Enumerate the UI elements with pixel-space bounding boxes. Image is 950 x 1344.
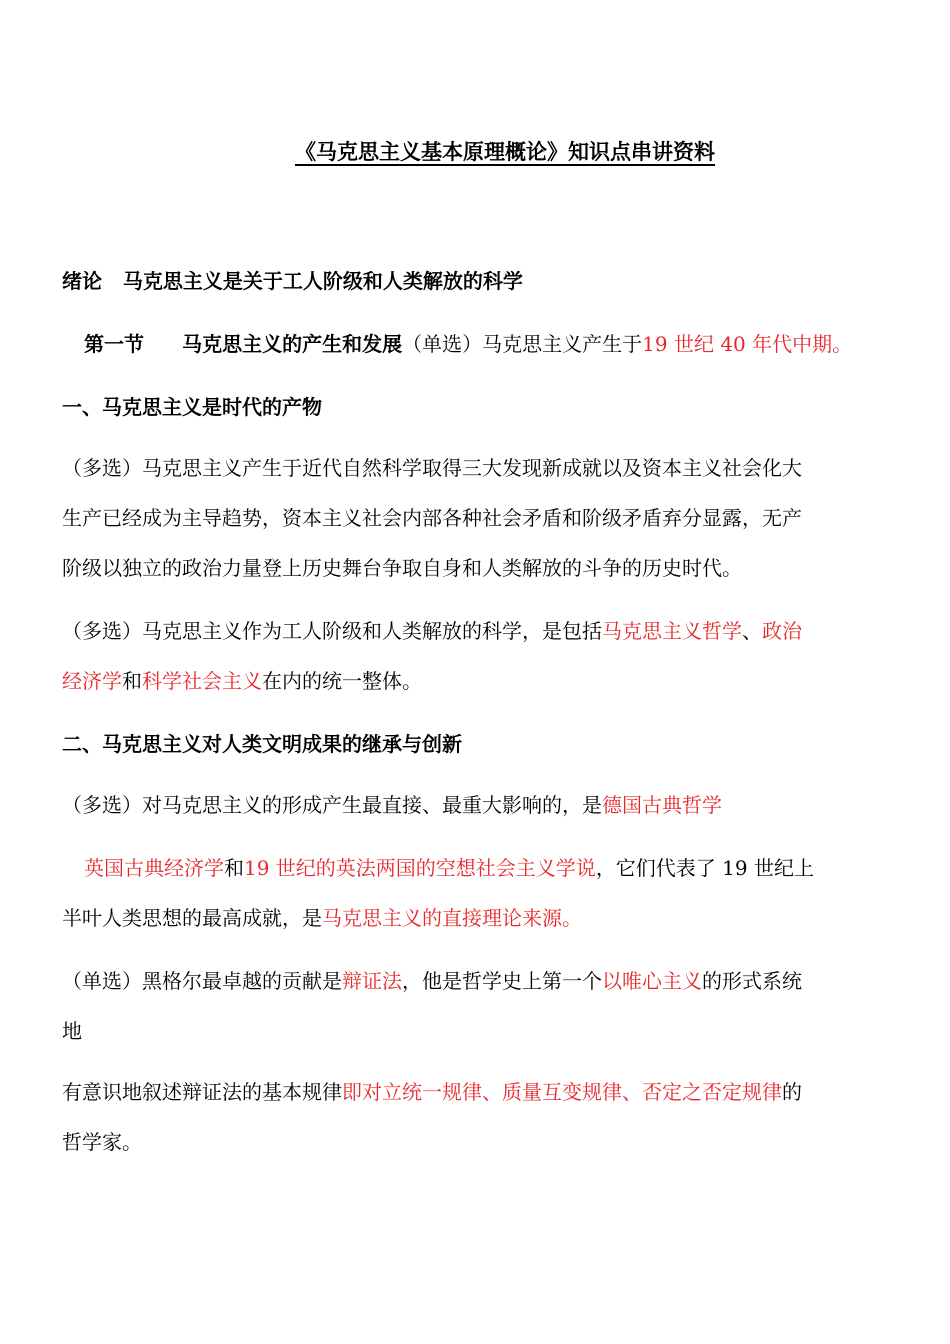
document-title: 《马克思主义基本原理概论》知识点串讲资料 [295,140,715,164]
para4-line2: 地 [62,1019,82,1043]
para1-line1: （多选）马克思主义产生于近代自然科学取得三大发现新成就以及资本主义社会化大 [62,456,802,480]
para4-line4: 哲学家。 [62,1130,142,1154]
para3-line2: 英国古典经济学和19 世纪的英法两国的空想社会主义学说，它们代表了 19 世纪上 [84,856,814,880]
para2-line1: （多选）马克思主义作为工人阶级和人类解放的科学，是包括马克思主义哲学、政治 [62,619,802,643]
para4-line3: 有意识地叙述辩证法的基本规律即对立统一规律、质量互变规律、否定之否定规律的 [62,1080,802,1104]
section1-line: 第一节 马克思主义的产生和发展（单选）马克思主义产生于19 世纪 40 年代中期。 [84,332,853,356]
heading-2: 二、马克思主义对人类文明成果的继承与创新 [62,732,462,756]
para3-line1: （多选）对马克思主义的形成产生最直接、最重大影响的，是德国古典哲学 [62,793,722,817]
para4-line1: （单选）黑格尔最卓越的贡献是辩证法，他是哲学史上第一个以唯心主义的形式系统 [62,969,802,993]
para2-line2: 经济学和科学社会主义在内的统一整体。 [62,669,422,693]
intro-heading: 绪论 马克思主义是关于工人阶级和人类解放的科学 [62,269,523,293]
heading-1: 一、马克思主义是时代的产物 [62,395,322,419]
para1-line3: 阶级以独立的政治力量登上历史舞台争取自身和人类解放的斗争的历史时代。 [62,556,742,580]
para1-line2: 生产已经成为主导趋势，资本主义社会内部各种社会矛盾和阶级矛盾弃分显露，无产 [62,506,802,530]
para3-line3: 半叶人类思想的最高成就，是马克思主义的直接理论来源。 [62,906,582,930]
